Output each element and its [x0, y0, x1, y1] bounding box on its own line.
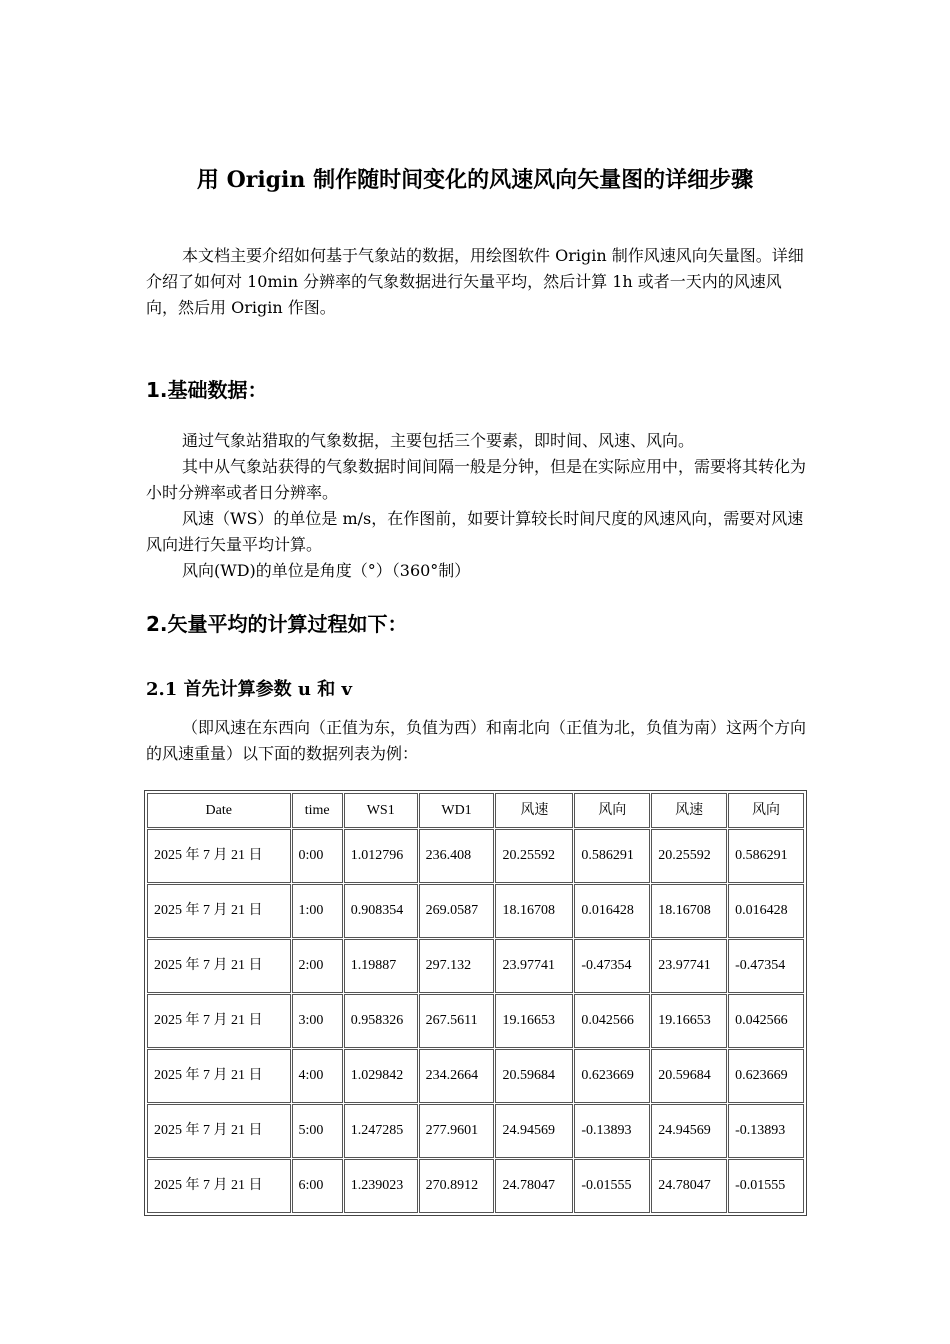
table-row [147, 1159, 804, 1213]
cell-date: 2025 年 7 月 21 日 [147, 829, 291, 883]
cell-wind-speed-1: 24.94569 [495, 1104, 573, 1158]
header-date: Date [147, 793, 291, 828]
cell-wind-speed-2: 23.97741 [651, 939, 727, 993]
section2-paragraph: （即风速在东西向（正值为东，负值为西）和南北向（正值为北，负值为南）这两个方向的风速重量）以下面的数据列表为例： [146, 718, 807, 763]
table-row [147, 884, 804, 938]
cell-ws1: 1.247285 [344, 1104, 418, 1158]
cell-wind-speed-2: 24.94569 [651, 1104, 727, 1158]
cell-wind-direction-2: -0.47354 [728, 939, 804, 993]
header-ws1: WS1 [344, 793, 418, 828]
header-wind-speed-1: 风速 [495, 793, 573, 828]
cell-ws1: 0.958326 [344, 994, 418, 1048]
cell-date: 2025 年 7 月 21 日 [147, 1159, 291, 1213]
cell-wd1: 277.9601 [419, 1104, 495, 1158]
cell-wind-direction-2: 0.623669 [728, 1049, 804, 1103]
section1-paragraph-4: 风向(WD)的单位是角度（°）（360°制） [182, 561, 471, 580]
cell-ws1: 1.029842 [344, 1049, 418, 1103]
cell-date: 2025 年 7 月 21 日 [147, 1104, 291, 1158]
cell-date: 2025 年 7 月 21 日 [147, 994, 291, 1048]
cell-time: 4:00 [292, 1049, 343, 1103]
cell-wind-direction-1: 0.042566 [574, 994, 650, 1048]
document-title: 用 Origin 制作随时间变化的风速风向矢量图的详细步骤 [196, 167, 754, 193]
cell-wd1: 234.2664 [419, 1049, 495, 1103]
header-wind-speed-2: 风速 [651, 793, 727, 828]
cell-wind-speed-2: 20.25592 [651, 829, 727, 883]
cell-wind-direction-1: -0.01555 [574, 1159, 650, 1213]
cell-wind-direction-2: 0.016428 [728, 884, 804, 938]
cell-wd1: 267.5611 [419, 994, 495, 1048]
cell-wind-speed-1: 23.97741 [495, 939, 573, 993]
header-wind-direction-1: 风向 [574, 793, 650, 828]
header-wd1: WD1 [419, 793, 495, 828]
cell-wind-direction-1: 0.586291 [574, 829, 650, 883]
cell-wind-direction-2: -0.01555 [728, 1159, 804, 1213]
cell-wind-speed-1: 20.59684 [495, 1049, 573, 1103]
cell-wd1: 270.8912 [419, 1159, 495, 1213]
cell-time: 1:00 [292, 884, 343, 938]
cell-ws1: 1.239023 [344, 1159, 418, 1213]
cell-wind-direction-1: 0.623669 [574, 1049, 650, 1103]
cell-ws1: 0.908354 [344, 884, 418, 938]
table-row [147, 1049, 804, 1103]
cell-wind-direction-2: -0.13893 [728, 1104, 804, 1158]
section2-heading: 2.矢量平均的计算过程如下： [146, 612, 408, 636]
cell-date: 2025 年 7 月 21 日 [147, 884, 291, 938]
cell-wind-direction-1: -0.47354 [574, 939, 650, 993]
table-header-row [147, 793, 804, 828]
cell-ws1: 1.012796 [344, 829, 418, 883]
intro-paragraph: 本文档主要介绍如何基于气象站的数据，用绘图软件 Origin 制作风速风向矢量图。详细介绍了如何对 10min 分辨率的气象数据进行矢量平均，然后计算 1h 或者一天内的风速风向，然后用 Origin 作图。 [146, 246, 804, 317]
cell-wind-direction-1: 0.016428 [574, 884, 650, 938]
cell-time: 6:00 [292, 1159, 343, 1213]
cell-date: 2025 年 7 月 21 日 [147, 1049, 291, 1103]
cell-ws1: 1.19887 [344, 939, 418, 993]
cell-wind-speed-1: 20.25592 [495, 829, 573, 883]
cell-wind-speed-2: 19.16653 [651, 994, 727, 1048]
cell-wd1: 297.132 [419, 939, 495, 993]
header-time: time [292, 793, 343, 828]
section2-subheading: 2.1 首先计算参数 u 和 v [146, 679, 352, 700]
table-row [147, 939, 804, 993]
cell-wind-direction-1: -0.13893 [574, 1104, 650, 1158]
section1-heading: 1.基础数据： [146, 378, 268, 402]
data-table [146, 792, 805, 1214]
cell-wd1: 269.0587 [419, 884, 495, 938]
cell-wind-speed-2: 18.16708 [651, 884, 727, 938]
cell-wind-speed-1: 24.78047 [495, 1159, 573, 1213]
cell-time: 3:00 [292, 994, 343, 1048]
table-row [147, 1104, 804, 1158]
cell-date: 2025 年 7 月 21 日 [147, 939, 291, 993]
cell-wind-speed-2: 20.59684 [651, 1049, 727, 1103]
section1-paragraph-3: 风速（WS）的单位是 m/s，在作图前，如要计算较长时间尺度的风速风向，需要对风速风向进行矢量平均计算。 [146, 509, 804, 554]
table-row [147, 994, 804, 1048]
section1-paragraph-2: 其中从气象站获得的气象数据时间间隔一般是分钟，但是在实际应用中，需要将其转化为小时分辨率或者日分辨率。 [146, 457, 807, 502]
cell-time: 2:00 [292, 939, 343, 993]
data-table-frame [144, 790, 807, 1216]
cell-wd1: 236.408 [419, 829, 495, 883]
table-row [147, 829, 804, 883]
cell-wind-speed-1: 19.16653 [495, 994, 573, 1048]
cell-time: 5:00 [292, 1104, 343, 1158]
cell-wind-direction-2: 0.042566 [728, 994, 804, 1048]
cell-time: 0:00 [292, 829, 343, 883]
cell-wind-speed-1: 18.16708 [495, 884, 573, 938]
section1-paragraph-1: 通过气象站猎取的气象数据，主要包括三个要素，即时间、风速、风向。 [182, 431, 695, 450]
cell-wind-direction-2: 0.586291 [728, 829, 804, 883]
header-wind-direction-2: 风向 [728, 793, 804, 828]
cell-wind-speed-2: 24.78047 [651, 1159, 727, 1213]
